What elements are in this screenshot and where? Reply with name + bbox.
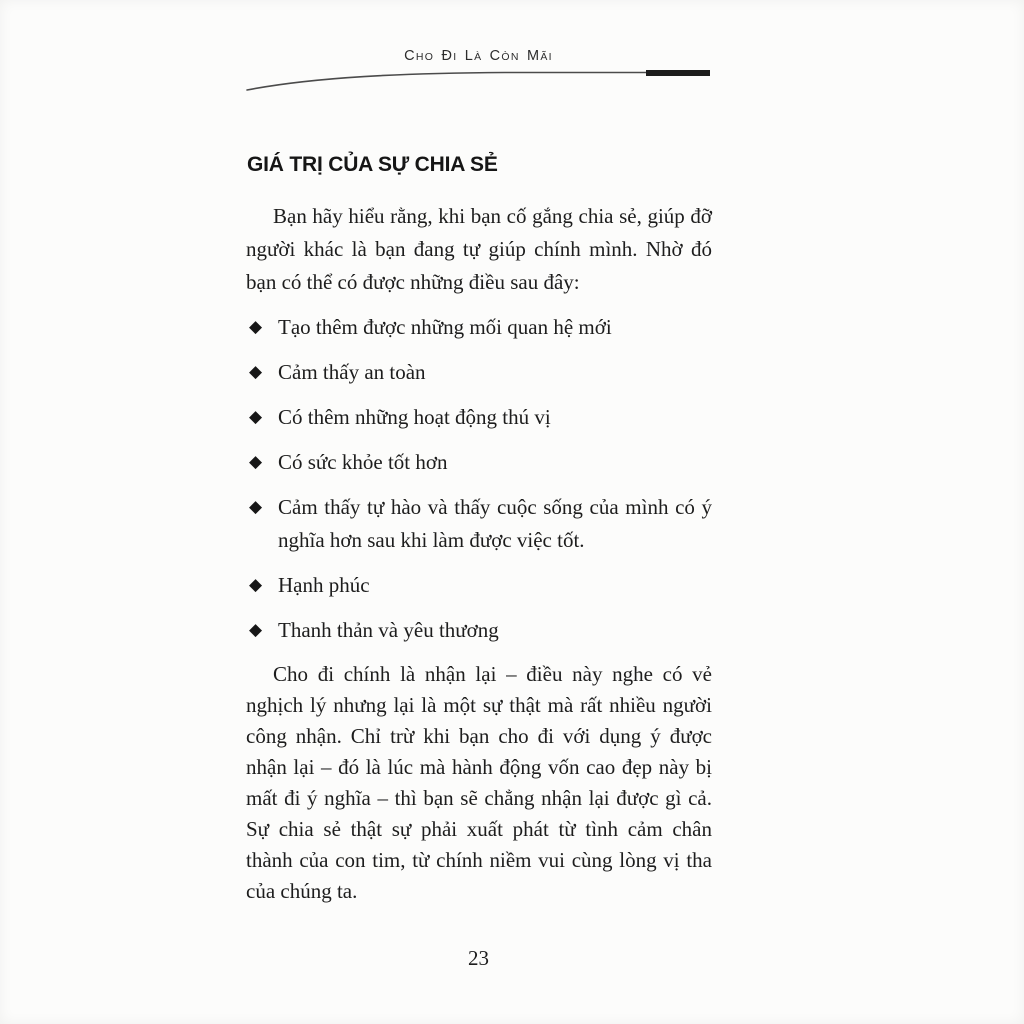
running-header: CHO ĐI LÀ CÒN MÃI: [404, 48, 553, 64]
diamond-bullet-icon: ◆: [249, 452, 263, 473]
list-item-text: Cảm thấy an toàn: [278, 360, 426, 385]
list-item: [246, 401, 712, 434]
page-number: 23: [468, 946, 489, 970]
section-heading: GIÁ TRỊ CỦA SỰ CHIA SẺ: [247, 153, 498, 176]
list-item: [246, 614, 712, 647]
header-rule-swoosh: [245, 68, 712, 94]
list-item-text: Có sức khỏe tốt hơn: [278, 450, 448, 475]
list-item: [246, 311, 712, 344]
header-rule-line: [247, 73, 647, 91]
benefits-list: [246, 311, 712, 647]
list-item-text: Tạo thêm được những mối quan hệ mới: [278, 315, 612, 340]
diamond-bullet-icon: ◆: [249, 407, 263, 428]
list-item: [246, 569, 712, 602]
diamond-bullet-icon: ◆: [249, 497, 263, 518]
header-rule-bar: [646, 70, 710, 76]
diamond-bullet-icon: ◆: [249, 575, 263, 596]
diamond-bullet-icon: ◆: [249, 620, 263, 641]
diamond-bullet-icon: ◆: [249, 362, 263, 383]
intro-paragraph: Bạn hãy hiểu rằng, khi bạn cố gắng chia sẻ, giúp đỡ người khác là bạn đang tự giúp chính mình. Nhờ đó bạn có thể có được những điều sau đây:: [246, 204, 712, 295]
list-item: [246, 491, 712, 557]
list-item-text: Có thêm những hoạt động thú vị: [278, 405, 551, 430]
diamond-bullet-icon: ◆: [249, 317, 263, 338]
list-item-text: Thanh thản và yêu thương: [278, 618, 499, 643]
closing-paragraph: Cho đi chính là nhận lại – điều này nghe có vẻ nghịch lý nhưng lại là một sự thật mà rất nhiều người công nhận. Chỉ trừ khi bạn cho đi với dụng ý được nhận lại – đó là lúc mà hành động vốn cao đẹp này bị mất đi ý nghĩa – thì bạn sẽ chẳng nhận lại được gì cả. Sự chia sẻ thật sự phải xuất phát từ tình cảm chân thành của con tim, từ chính niềm vui cùng lòng vị tha của chúng ta.: [246, 662, 712, 904]
list-item-text: Hạnh phúc: [278, 573, 370, 598]
list-item-text: Cảm thấy tự hào và thấy cuộc sống của mình có ý nghĩa hơn sau khi làm được việc tốt.: [278, 495, 712, 553]
text-column: [246, 152, 712, 907]
list-item: [246, 356, 712, 389]
list-item: [246, 446, 712, 479]
